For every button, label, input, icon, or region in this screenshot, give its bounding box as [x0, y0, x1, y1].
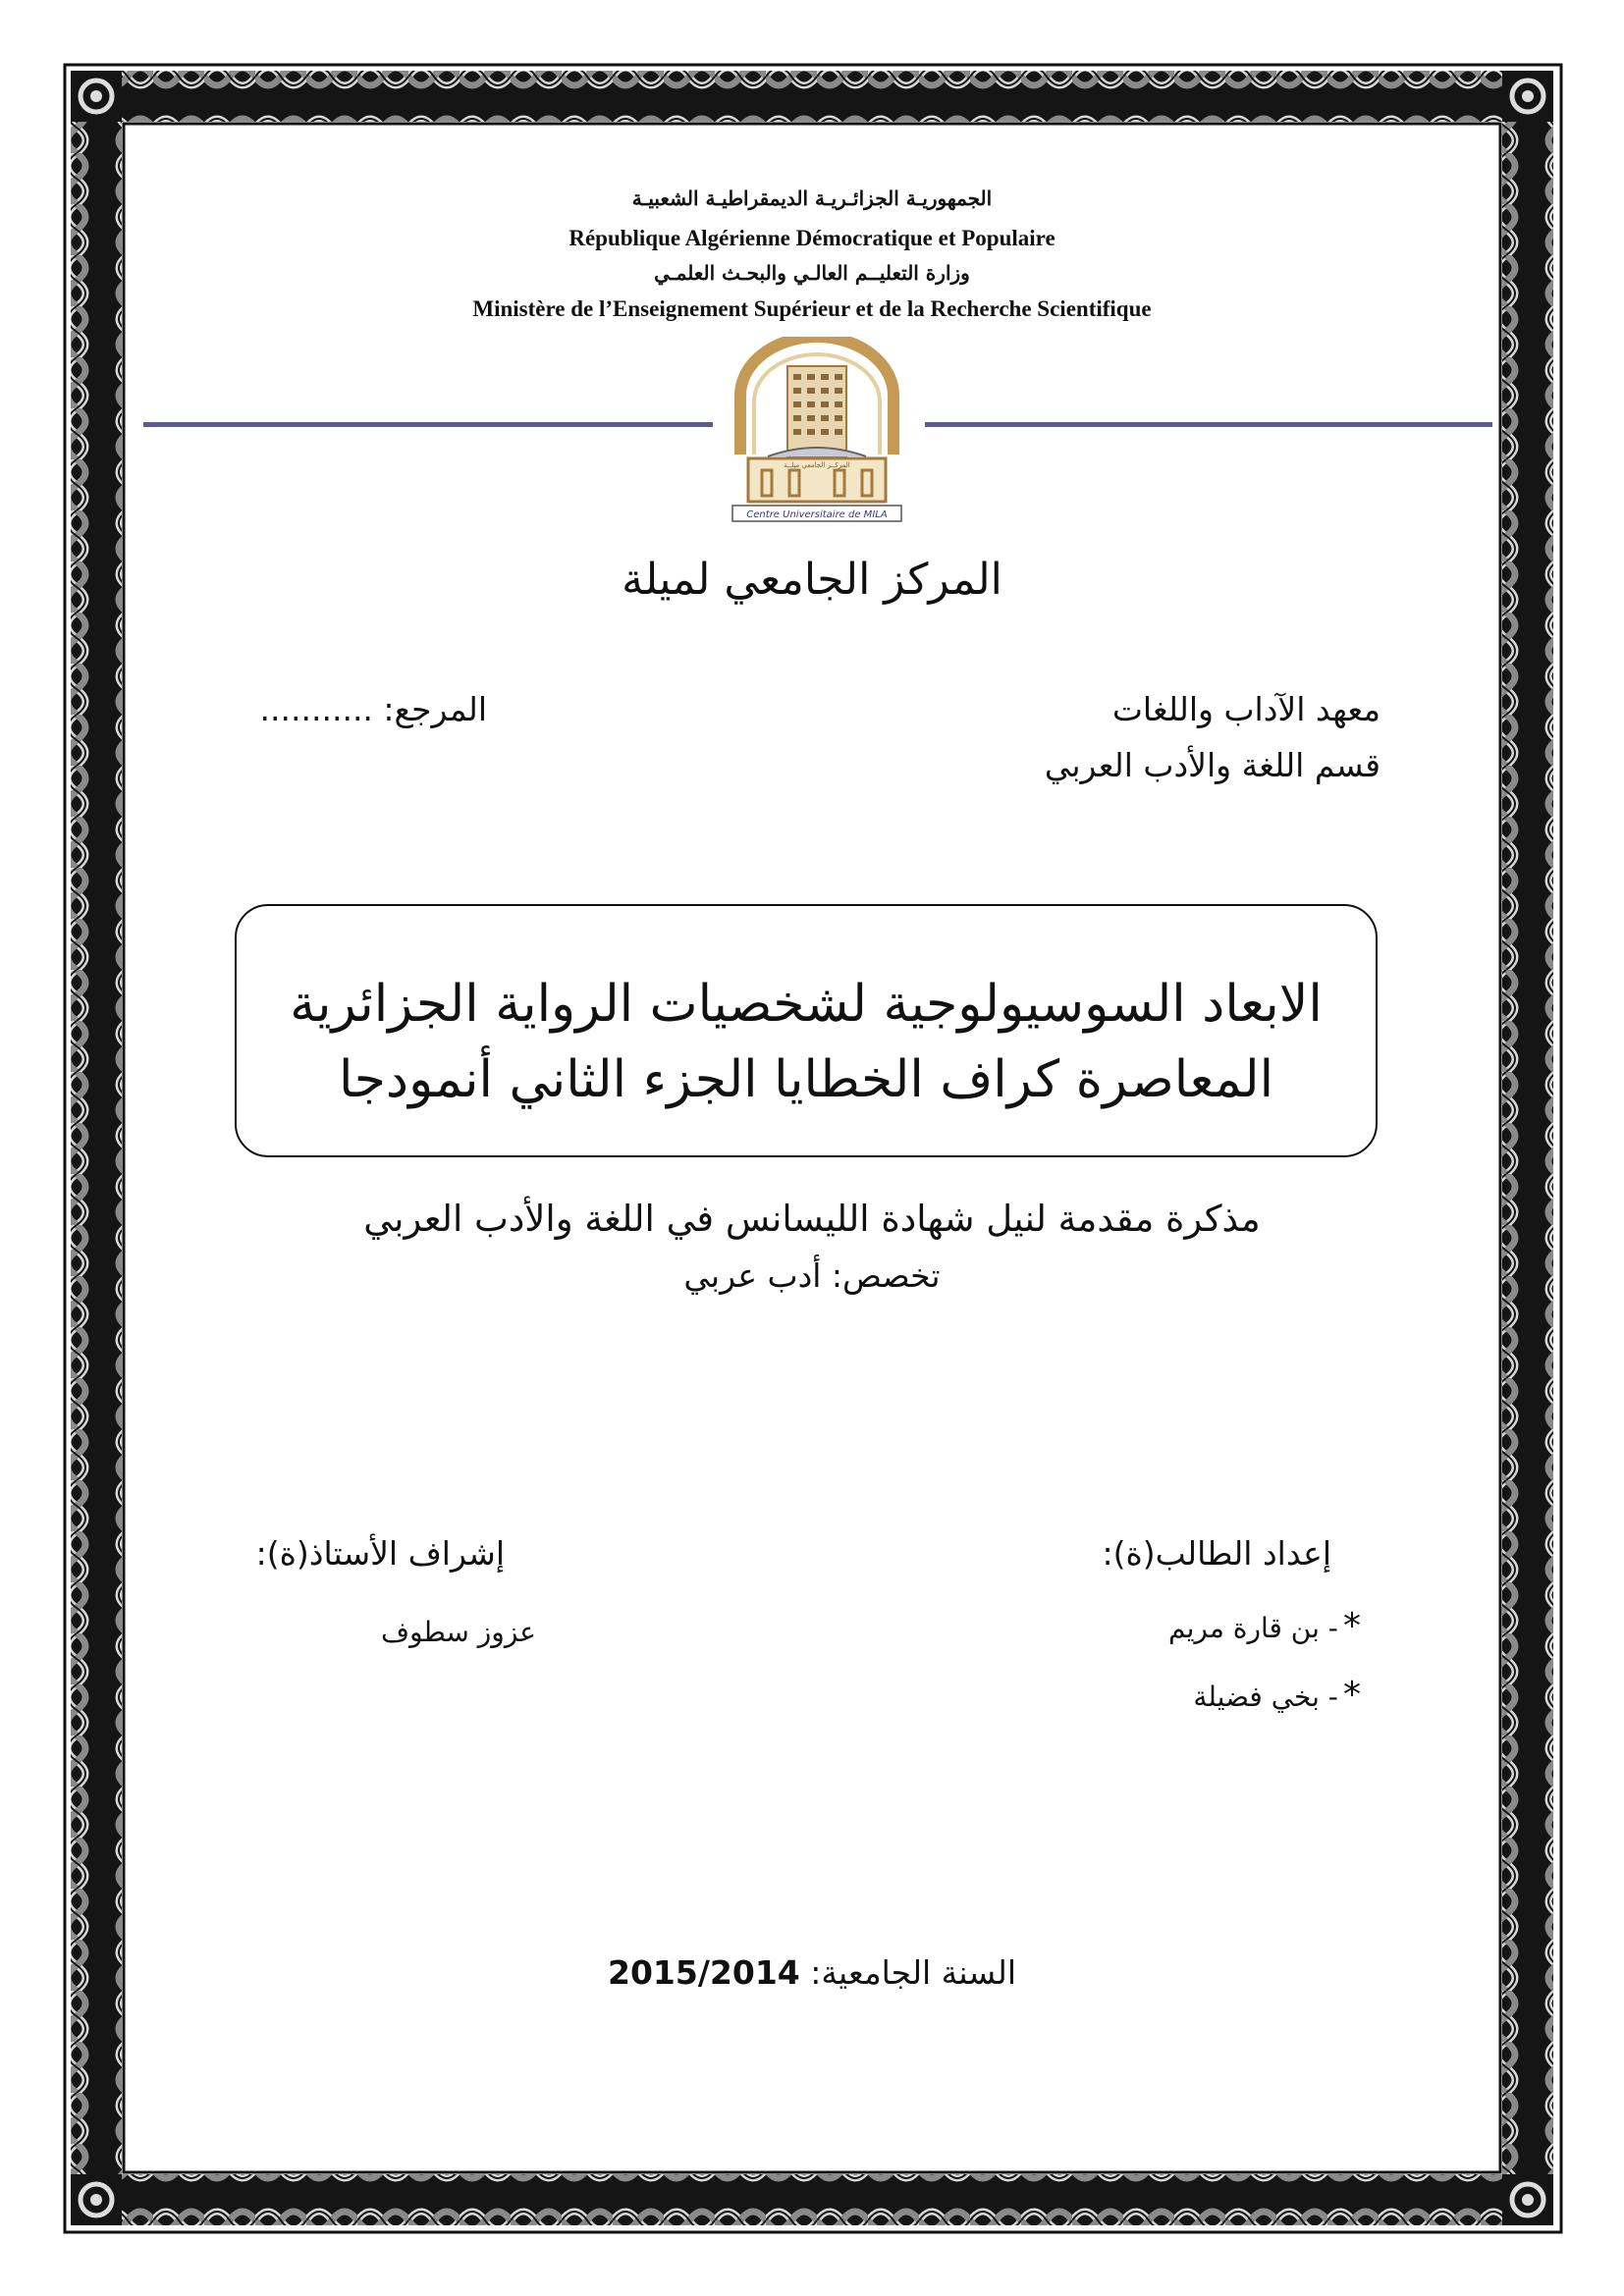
academic-year-value: 2015/2014 [608, 1953, 800, 1992]
reference-field: المرجع: ........... [259, 690, 487, 728]
university-name: المركز الجامعي لميلة [622, 555, 1002, 605]
republic-french: République Algérienne Démocratique et Populaire [568, 226, 1056, 250]
supervisor-name: عزوز سطوف [380, 1616, 536, 1648]
corner-ornament-bl [71, 2174, 122, 2225]
specialty: تخصص: أدب عربي [683, 1256, 941, 1295]
republic-arabic: الجمهوريـة الجزائـريـة الديمقراطيـة الشعبيـة [631, 187, 993, 210]
academic-year-label: السنة الجامعية: [810, 1953, 1016, 1992]
ministry-french: Ministère de l’Enseignement Supérieur et de la Recherche Scientifique [472, 296, 1152, 321]
thesis-title-line1: الابعاد السوسيولوجية لشخصيات الرواية الجزائرية [290, 975, 1323, 1034]
student-1 [1168, 1606, 1361, 1646]
institute-name: معهد الآداب واللغات [1111, 690, 1380, 728]
student-name: - بن قارة مريم [1168, 1612, 1338, 1644]
thesis-title-line2: المعاصرة كراف الخطايا الجزء الثاني أنمودجا [338, 1050, 1274, 1109]
bullet-star: * [1343, 1675, 1361, 1715]
student-2 [1193, 1675, 1361, 1715]
corner-ornament-tr [1502, 71, 1553, 122]
logo-caption: Centre Universitaire de MILA [746, 509, 888, 520]
degree-statement: مذكرة مقدمة لنيل شهادة الليسانس في اللغة والأدب العربي [363, 1198, 1261, 1240]
header-rule-right [925, 422, 1492, 427]
corner-ornament-br [1502, 2174, 1553, 2225]
bullet-star: * [1343, 1606, 1361, 1646]
logo-inner-text: المركــز الجامعي ميلــة [784, 461, 850, 469]
corner-ornament-tl [71, 71, 122, 122]
ministry-arabic: وزارة التعليــم العالـي والبحـث العلمـي [654, 261, 970, 285]
header-rule-left [143, 422, 713, 427]
department-name: قسم اللغة والأدب العربي [1044, 746, 1380, 784]
supervisor-label: إشراف الأستاذ(ة): [255, 1534, 505, 1573]
academic-year [0, 1953, 1624, 1992]
students-label: إعداد الطالب(ة): [1102, 1534, 1331, 1573]
university-logo [729, 337, 905, 523]
student-name: - بخي فضيلة [1193, 1681, 1338, 1713]
